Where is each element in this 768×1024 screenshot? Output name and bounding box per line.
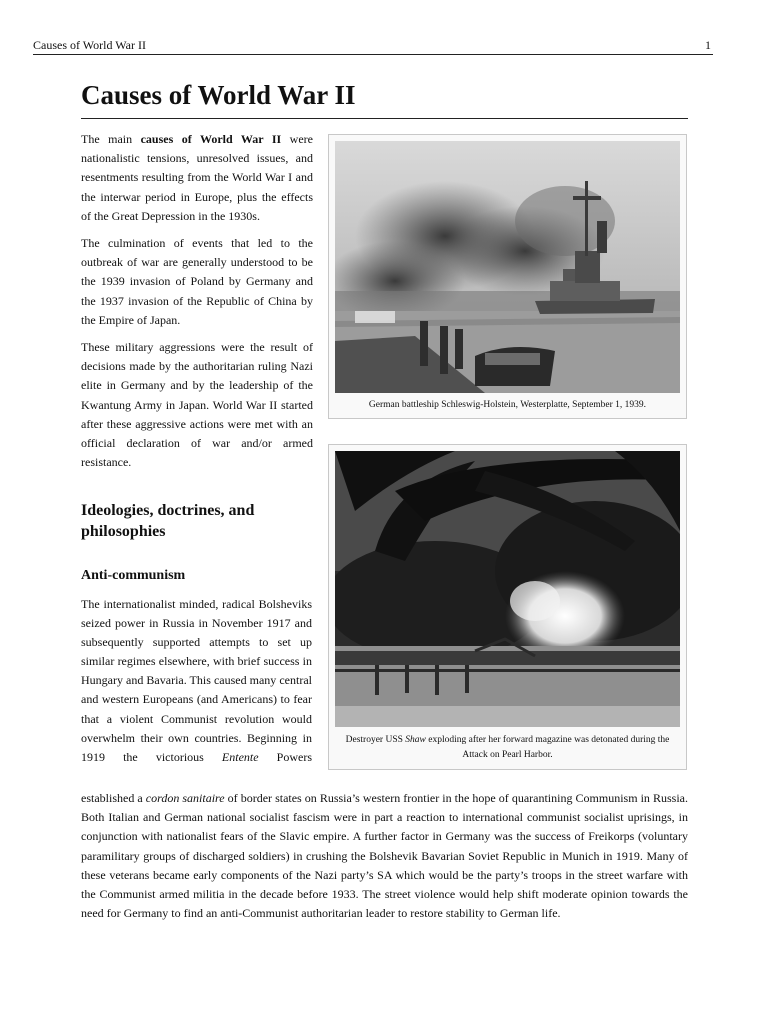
pearl-harbor-photo [335, 451, 680, 727]
bold-term: causes of World War II [140, 132, 282, 146]
intro-column [81, 130, 313, 480]
section-heading: Ideologies, doctrines, and philosophies [81, 502, 255, 540]
page-number: 1 [705, 38, 711, 52]
figure-caption: German battleship Schleswig-Holstein, Westerplatte, September 1, 1939. [368, 400, 647, 410]
intro-paragraph-1: The main causes of World War II were nationalistic tensions, unresolved issues, and resentments resulting from the World War I and the interwar period in Europe, plus the effects of the Great Depression in the 1930s. [81, 132, 313, 223]
title-divider [81, 118, 688, 119]
anti-communism-paragraph-full: established a cordon sanitaire of border states on Russia’s western frontier in the hope of quarantining Communism in Russia. Both Italian and German national socialist fascism were in part a reaction to international communist socialist uprisings, in conjunction with nationalist fears of the Slavic empire. A further factor in Germany was the success of Freikorps (voluntary paramilitary groups of discharged soldiers) in crushing the Bolshevik Bavarian Soviet Republic in Munich in 1919. Many of these veterans became early components of the Nazi party’s SA which would be the party’s troops in the street warfare with the Communist armed militia in the decade before 1933. The street violence would help shift moderate opinion towards the need for Germany to find an anti-Communist authoritarian leader to restore stability to German life. [81, 791, 688, 921]
figure-battleship [328, 134, 687, 419]
figure-caption: Destroyer USS Shaw exploding after her forward magazine was detonated during the Attack on Pearl Harbor. [345, 735, 670, 760]
anti-communism-paragraph-left: The internationalist minded, radical Bolsheviks seized power in Russia in November 1917 and subsequently supported attempts to set up similar regimes elsewhere, with brief success in Hungary and Bavaria. This caused many central and western Europeans (and Americans) to fear that a violent Communist revolution would overwhelm their own countries. Beginning in 1919 the victorious Entente Powers [81, 597, 312, 764]
page-title: Causes of World War II [81, 80, 356, 110]
battleship-photo [335, 141, 680, 393]
figure-pearl-harbor [328, 444, 687, 770]
subsection-heading: Anti-communism [81, 568, 186, 583]
running-title: Causes of World War II [33, 38, 146, 52]
intro-paragraph-2: The culmination of events that led to the outbreak of war are generally understood to be the 1939 invasion of Poland by Germany and the 1937 invasion of the Republic of China by the Empire of Japan. [81, 236, 313, 327]
intro-paragraph-3: These military aggressions were the result of decisions made by the authoritarian ruling Nazi elite in Germany and by the leadership of the Kwantung Army in Japan. World War II started after these aggressive actions were met with an official declaration of war and/or armed resistance. [81, 340, 313, 470]
running-header [33, 36, 713, 55]
